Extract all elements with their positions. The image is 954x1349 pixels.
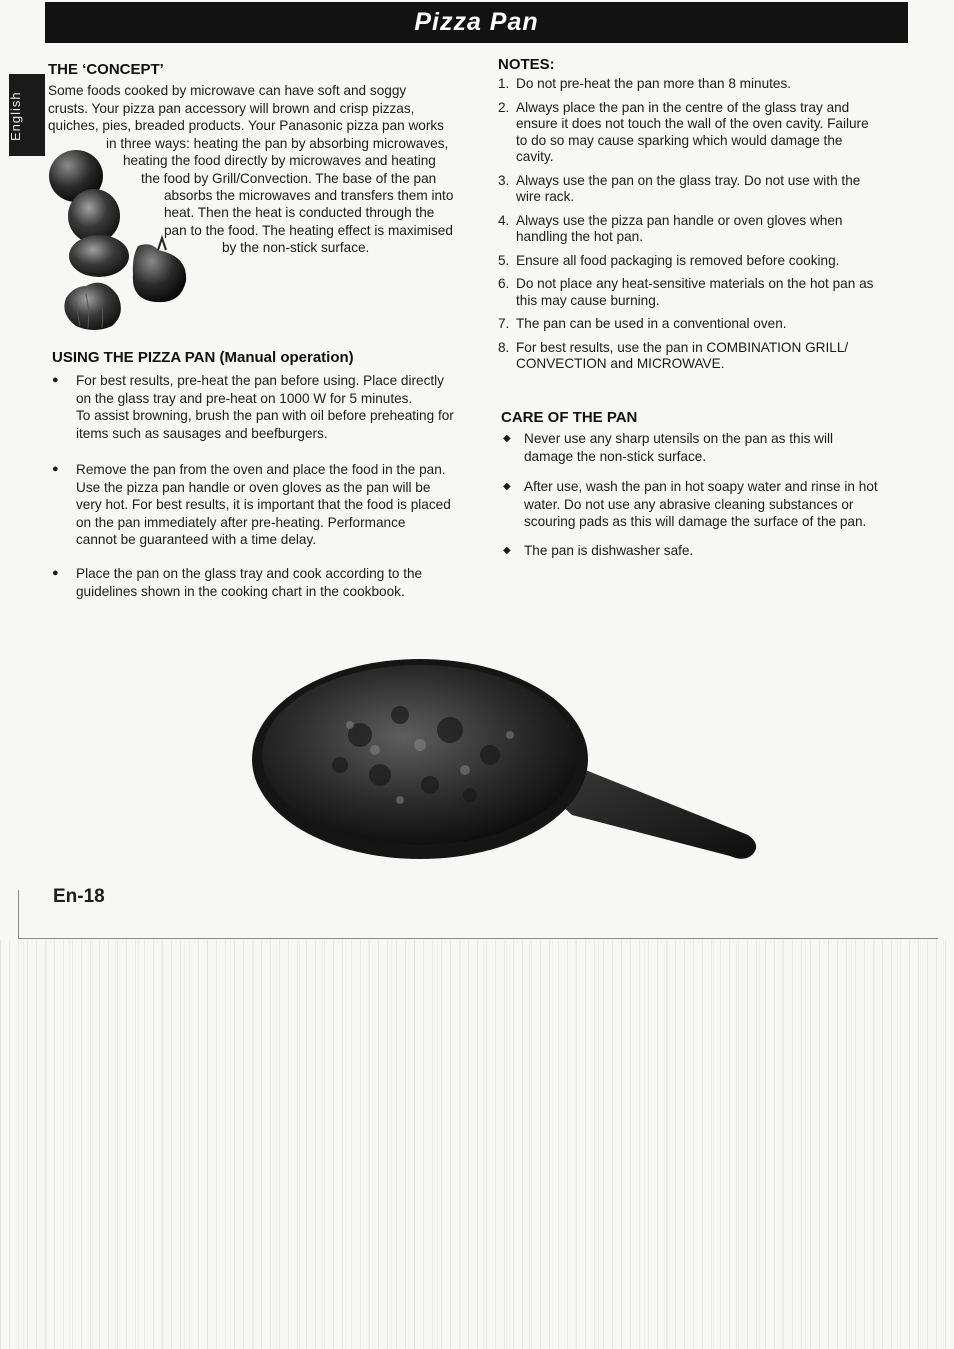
concept-line: in three ways: heating the pan by absorbing microwaves, [106,136,449,151]
note-item: 2. Always place the pan in the centre of the glass tray and ensure it does not touch the wall of the oven cavity. Failure to do so may cause sparking which would damage the cavity. [498,99,869,164]
page-frame-bottom [18,938,938,939]
concept-heading: THE ‘CONCEPT’ [48,61,164,78]
using-list [52,565,492,600]
page-ruling-background [0,940,954,1349]
page-number: En-18 [53,886,105,907]
note-item: 1. Do not pre-heat the pan more than 8 minutes. [498,76,792,91]
using-list [52,461,492,549]
concept-line: heat. Then the heat is conducted through the [164,205,435,220]
concept-line: heating the food directly by microwaves and heating [123,153,436,168]
using-bullet: ● For best results, pre-heat the pan before using. Place directly on the glass tray and pre-heat on 1000 W for 5 minutes. To assist browning, brush the pan with oil before preheating for items such as sausages and beefburgers. [52,372,492,442]
concept-line: absorbs the microwaves and transfers them into [164,188,454,203]
pizza-pan-illustration [250,655,760,870]
concept-line: pan to the food. The heating effect is maximised [164,223,453,238]
care-list [501,430,916,465]
using-heading: USING THE PIZZA PAN (Manual operation) [52,349,354,366]
concept-line: the food by Grill/Convection. The base of the pan [141,171,437,186]
concept-line: Some foods cooked by microwave can have soft and soggy [48,83,407,98]
using-bullet: ● Remove the pan from the oven and place the food in the pan. Use the pizza pan handle or oven gloves as the pan will be very hot. For best results, it is important that the food is placed on the pan immediately after pre-heating. Performance cannot be guaranteed with a time delay. [52,461,492,549]
note-item: 6. Do not place any heat-sensitive materials on the hot pan as this may cause burning. [498,276,874,308]
care-bullet: ◆ After use, wash the pan in hot soapy water and rinse in hot water. Do not use any abrasive cleaning substances or scouring pads as this will damage the surface of the pan. [501,478,916,531]
note-item: 3. Always use the pan on the glass tray. Do not use with the wire rack. [498,172,861,204]
notes-list [498,76,918,373]
note-item: 7. The pan can be used in a conventional oven. [498,316,787,331]
note-item: 5. Ensure all food packaging is removed before cooking. [498,252,840,268]
note-item: 8. For best results, use the pan in COMBINATION GRILL/ CONVECTION and MICROWAVE. [498,339,849,371]
note-item: 4. Always use the pizza pan handle or oven gloves when handling the hot pan. [498,212,843,244]
care-bullet: ◆ The pan is dishwasher safe. [501,542,916,560]
using-bullet: ● Place the pan on the glass tray and cook according to the guidelines shown in the cooking chart in the cookbook. [52,565,492,600]
page-frame-left [18,890,19,938]
notes-heading: NOTES: [498,56,555,73]
care-list [501,478,916,531]
concept-line: by the non-stick surface. [222,240,370,255]
page-title: Pizza Pan [414,8,539,36]
care-bullet: ◆ Never use any sharp utensils on the pan as this will damage the non-stick surface. [501,430,916,465]
care-heading: CARE OF THE PAN [501,409,638,426]
concept-line: crusts. Your pizza pan accessory will brown and crisp pizzas, [48,101,415,116]
language-side-tab-label: English [8,91,23,141]
concept-line: quiches, pies, breaded products. Your Panasonic pizza pan works [48,118,444,133]
using-list [52,372,492,442]
care-list [501,542,916,560]
